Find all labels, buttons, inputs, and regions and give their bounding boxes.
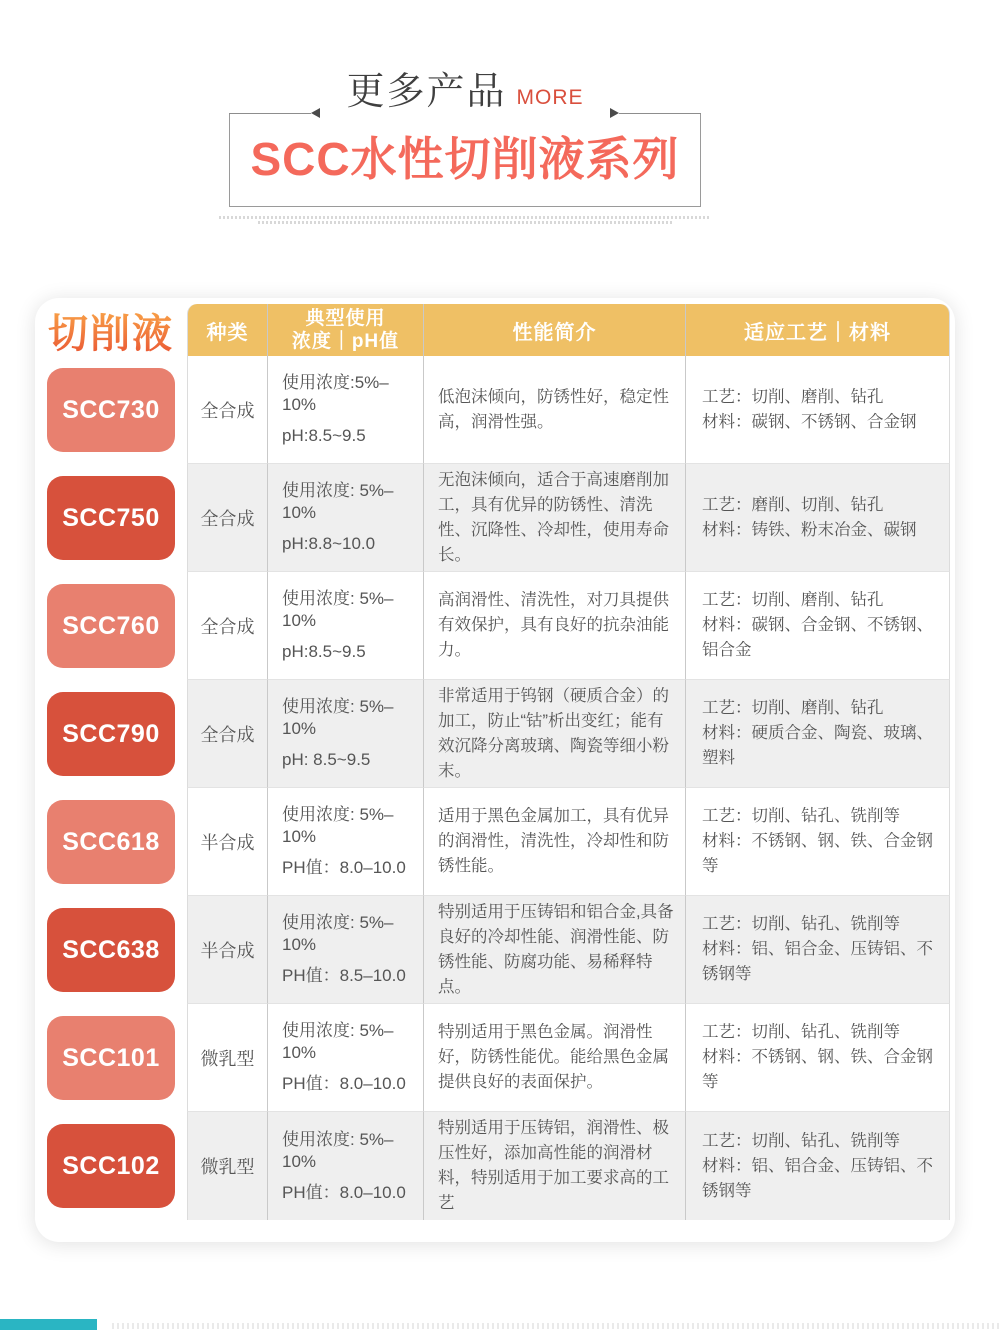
product-button-scc618[interactable]: SCC618 — [47, 800, 175, 884]
page-header — [0, 0, 930, 224]
series-title-box — [229, 113, 701, 207]
arrow-right-icon — [610, 108, 619, 118]
product-button-cell — [35, 896, 187, 1004]
concentration-line: 使用浓度: 5%–10% — [282, 589, 394, 630]
column-header-performance: 性能简介 — [423, 304, 685, 356]
product-button-cell — [35, 1004, 187, 1112]
product-button-scc101[interactable]: SCC101 — [47, 1016, 175, 1100]
material-line: 材料：碳钢、不锈钢、合金钢 — [702, 412, 917, 431]
performance-cell: 低泡沫倾向，防锈性好，稳定性高，润滑性强。 — [423, 356, 685, 464]
performance-cell: 特别适用于压铸铝，润滑性、极压性好，添加高性能的润滑材料，特别适用于加工要求高的工艺 — [423, 1112, 685, 1220]
side-title-cell — [35, 304, 187, 356]
product-button-cell — [35, 356, 187, 464]
ph-line: pH:8.5~9.5 — [282, 426, 366, 445]
concentration-line: 使用浓度: 5%–10% — [282, 805, 394, 846]
application-cell — [685, 896, 950, 1004]
more-products-label: 更多产品 — [346, 71, 507, 113]
concentration-line: 使用浓度:5%–10% — [282, 373, 389, 414]
performance-cell: 特别适用于压铸铝和铝合金,具备良好的冷却性能、润滑性能、防锈性能、防腐功能、易稀释特点。 — [423, 896, 685, 1004]
type-cell: 微乳型 — [187, 1112, 267, 1220]
product-button-scc638[interactable]: SCC638 — [47, 908, 175, 992]
performance-cell: 无泡沫倾向，适合于高速磨削加工，具有优异的防锈性、清洗性、沉降性、冷却性，使用寿命长。 — [423, 464, 685, 572]
process-line: 工艺：切削、钻孔、铣削等 — [702, 1131, 900, 1150]
ph-line: pH:8.8~10.0 — [282, 534, 376, 553]
concentration-cell — [267, 356, 423, 464]
ph-line: PH值：8.0–10.0 — [282, 858, 406, 877]
type-cell: 半合成 — [187, 896, 267, 1004]
ph-line: PH值：8.0–10.0 — [282, 1182, 406, 1202]
product-button-cell — [35, 1112, 187, 1220]
application-cell — [685, 680, 950, 788]
arrow-left-icon — [311, 108, 320, 118]
concentration-cell — [267, 572, 423, 680]
performance-cell: 高润滑性、清洗性，对刀具提供有效保护，具有良好的抗杂油能力。 — [423, 572, 685, 680]
application-cell — [685, 572, 950, 680]
performance-cell: 非常适用于钨钢（硬质合金）的加工，防止“钴”析出变红；能有效沉降分离玻璃、陶瓷等细小粉末。 — [423, 680, 685, 788]
product-button-cell — [35, 464, 187, 572]
product-button-cell — [35, 572, 187, 680]
type-cell: 全合成 — [187, 572, 267, 680]
column-header-usage-line1: 典型使用 — [305, 308, 386, 329]
concentration-line: 使用浓度: 5%–10% — [282, 697, 394, 738]
type-cell: 全合成 — [187, 464, 267, 572]
ph-line: PH值：8.0–10.0 — [282, 1074, 406, 1093]
performance-cell: 适用于黑色金属加工，具有优异的润滑性，清洗性，冷却性和防锈性能。 — [423, 788, 685, 896]
fine-print — [219, 216, 711, 224]
material-line: 材料：硬质合金、陶瓷、玻璃、塑料 — [702, 724, 933, 767]
series-title: SCC水性切削液系列 — [250, 133, 680, 185]
product-button-scc760[interactable]: SCC760 — [47, 584, 175, 668]
process-line: 工艺：切削、钻孔、铣削等 — [702, 807, 900, 825]
concentration-cell — [267, 896, 423, 1004]
concentration-cell — [267, 680, 423, 788]
product-button-scc102[interactable]: SCC102 — [47, 1124, 175, 1208]
material-line: 材料：不锈钢、钢、铁、合金钢等 — [702, 1048, 933, 1091]
column-header-application: 适应工艺｜材料 — [685, 304, 950, 356]
decor-line-left — [229, 113, 311, 114]
ph-line: PH值：8.5–10.0 — [282, 966, 406, 985]
product-button-cell — [35, 788, 187, 896]
application-cell — [685, 1112, 950, 1220]
teal-accent-bar — [0, 1319, 97, 1330]
process-line: 工艺：切削、磨削、钻孔 — [702, 387, 884, 406]
decor-line-right — [619, 113, 701, 114]
application-cell — [685, 1004, 950, 1112]
type-cell: 全合成 — [187, 680, 267, 788]
side-title: 切削液 — [48, 302, 174, 359]
process-line: 工艺：切削、磨削、钻孔 — [702, 699, 884, 717]
material-line: 材料：铸铁、粉末冶金、碳钢 — [702, 520, 917, 539]
type-cell: 微乳型 — [187, 1004, 267, 1112]
process-line: 工艺：切削、磨削、钻孔 — [702, 591, 884, 609]
application-cell — [685, 464, 950, 572]
application-cell — [685, 788, 950, 896]
concentration-line: 使用浓度: 5%–10% — [282, 1021, 394, 1062]
concentration-cell — [267, 788, 423, 896]
process-line: 工艺：切削、钻孔、铣削等 — [702, 1023, 900, 1041]
application-cell — [685, 356, 950, 464]
type-cell: 半合成 — [187, 788, 267, 896]
material-line: 材料：不锈钢、钢、铁、合金钢等 — [702, 832, 933, 875]
type-cell: 全合成 — [187, 356, 267, 464]
concentration-cell — [267, 1112, 423, 1220]
product-button-cell — [35, 680, 187, 788]
concentration-line: 使用浓度: 5%–10% — [282, 1129, 394, 1171]
process-line: 工艺：磨削、切削、钻孔 — [702, 495, 884, 514]
product-table — [35, 298, 955, 1242]
bottom-faint-text — [112, 1323, 1000, 1329]
ph-line: pH: 8.5~9.5 — [282, 750, 371, 769]
process-line: 工艺：切削、钻孔、铣削等 — [702, 915, 900, 933]
performance-cell: 特别适用于黑色金属。润滑性好，防锈性能优。能给黑色金属提供良好的表面保护。 — [423, 1004, 685, 1112]
column-header-usage-line2: 浓度｜pH值 — [291, 331, 400, 352]
material-line: 材料：铝、铝合金、压铸铝、不锈钢等 — [702, 940, 933, 983]
ph-line: pH:8.5~9.5 — [282, 642, 366, 661]
product-button-scc730[interactable]: SCC730 — [47, 368, 175, 452]
column-header-usage — [267, 304, 423, 356]
column-header-type: 种类 — [187, 304, 267, 356]
more-label-en: MORE — [516, 86, 584, 109]
material-line: 材料：铝、铝合金、压铸铝、不锈钢等 — [702, 1156, 933, 1200]
concentration-line: 使用浓度: 5%–10% — [282, 481, 394, 522]
concentration-cell — [267, 1004, 423, 1112]
material-line: 材料：碳钢、合金钢、不锈钢、铝合金 — [702, 616, 933, 659]
concentration-line: 使用浓度: 5%–10% — [282, 913, 394, 954]
product-button-scc790[interactable]: SCC790 — [47, 692, 175, 776]
concentration-cell — [267, 464, 423, 572]
product-button-scc750[interactable]: SCC750 — [47, 476, 175, 560]
